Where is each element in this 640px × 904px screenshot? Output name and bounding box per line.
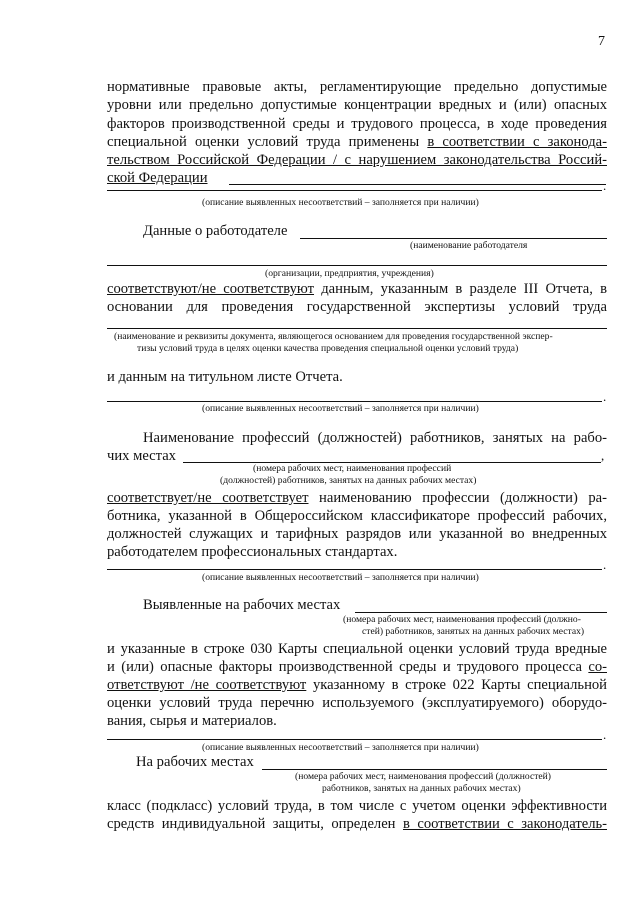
underlined-option: тельством Российской Федерации / с нарушением законодательства Россий- (107, 152, 607, 168)
underlined-option: ской Федерации (107, 170, 208, 186)
text-fragment: данным, указанным в разделе III Отчета, в (314, 281, 607, 297)
text-fragment: и (или) опасные факторы производственной среды и трудового процесса (107, 659, 589, 675)
field-caption: (описание выявленных несоответствий – заполняется при наличии) (202, 742, 479, 753)
text-fragment: наименованию профессии (должности) ра- (308, 490, 607, 506)
workplaces-label: На рабочих местах (136, 754, 254, 770)
underlined-option: соответствуют/не соответствуют (107, 281, 315, 297)
fill-in-line (107, 328, 607, 329)
paragraph-line: оценки условий труда перечню используемого (эксплуатируемого) оборудо- (107, 695, 607, 711)
paragraph-line: и данным на титульном листе Отчета. (107, 369, 343, 385)
fill-in-line (107, 569, 602, 570)
paragraph-line: уровни или предельно допустимые концентрации вредных и (или) опасных (107, 97, 607, 113)
field-caption: работников, занятых на данных рабочих местах) (322, 783, 521, 794)
period: . (603, 389, 607, 404)
paragraph-line: вания, сырья и материалов. (107, 713, 277, 729)
paragraph-line (107, 816, 607, 833)
underlined-option: со- (588, 659, 607, 675)
comma: , (601, 448, 605, 463)
underlined-option: ответствуют /не соответствуют (107, 677, 307, 693)
field-caption: (описание выявленных несоответствий – заполняется при наличии) (202, 197, 479, 208)
detected-label: Выявленные на рабочих местах (143, 597, 341, 613)
period: . (603, 178, 607, 193)
paragraph-line: работодателем профессиональных стандартах. (107, 544, 398, 560)
field-caption: стей) работников, занятых на данных рабочих местах) (362, 626, 585, 637)
paragraph-line: Наименование профессий (должностей) работников, занятых на рабо- (143, 430, 607, 446)
page-number: 7 (598, 34, 605, 49)
text-fragment: средств индивидуальной защиты, определен (107, 816, 403, 832)
field-caption: (наименование и реквизиты документа, являющегося основанием для проведения государственной экспер- (114, 331, 553, 342)
paragraph-line (107, 677, 607, 694)
fill-in-line (107, 739, 602, 740)
paragraph-line: нормативные правовые акты, регламентирующие предельно допустимые (107, 79, 607, 95)
fill-in-line (229, 184, 606, 185)
employer-label: Данные о работодателе (143, 223, 288, 239)
underlined-option: в соответствии с законода- (427, 134, 607, 150)
paragraph-line (107, 659, 607, 676)
underlined-option: соответствует/не соответствует (107, 490, 309, 506)
paragraph-line: чих местах (107, 448, 176, 464)
field-caption: (организации, предприятия, учреждения) (265, 268, 434, 279)
text-fragment: указанному в строке 022 Карты специальной (306, 677, 607, 693)
paragraph-line: класс (подкласс) условий труда, в том числе с учетом оценки эффективности (107, 798, 607, 814)
fill-in-line (107, 265, 607, 266)
paragraph-line: ботника, указанной в Общероссийском классификаторе профессий рабочих, (107, 508, 607, 524)
paragraph-line: и указанные в строке 030 Карты специальной оценки условий труда вредные (107, 641, 607, 657)
field-caption: (номера рабочих мест, наименования профессий (253, 463, 452, 474)
field-caption: (описание выявленных несоответствий – заполняется при наличии) (202, 403, 479, 414)
field-caption: (номера рабочих мест, наименования профессий (должно- (343, 614, 581, 625)
field-caption: (номера рабочих мест, наименования профессий (должностей) (295, 771, 551, 782)
field-caption: (наименование работодателя (410, 240, 528, 251)
period: . (603, 727, 607, 742)
fill-in-line (355, 612, 607, 613)
fill-in-line (107, 401, 602, 402)
paragraph-line (107, 281, 607, 298)
paragraph-line (107, 490, 607, 507)
paragraph-line (107, 134, 607, 151)
period: . (603, 557, 607, 572)
underlined-option: в соответствии с законодатель- (402, 816, 608, 832)
field-caption: (должностей) работников, занятых на данных рабочих местах) (220, 475, 477, 486)
paragraph-line: должностей служащих и тарифных разрядов или указанной во внедренных (107, 526, 607, 542)
field-caption: тизы условий труда в целях оценки качества проведения специальной оценки условий труда) (137, 343, 519, 354)
field-caption: (описание выявленных несоответствий – заполняется при наличии) (202, 572, 479, 583)
paragraph-line: основании для проведения государственной экспертизы условий труда (107, 299, 607, 315)
paragraph-line: факторов производственной среды и трудового процесса, в ходе проведения (107, 116, 607, 132)
fill-in-line (300, 238, 607, 239)
fill-in-line (107, 190, 602, 191)
text-fragment: специальной оценки условий труда применены (107, 134, 428, 150)
fill-in-line (262, 769, 607, 770)
